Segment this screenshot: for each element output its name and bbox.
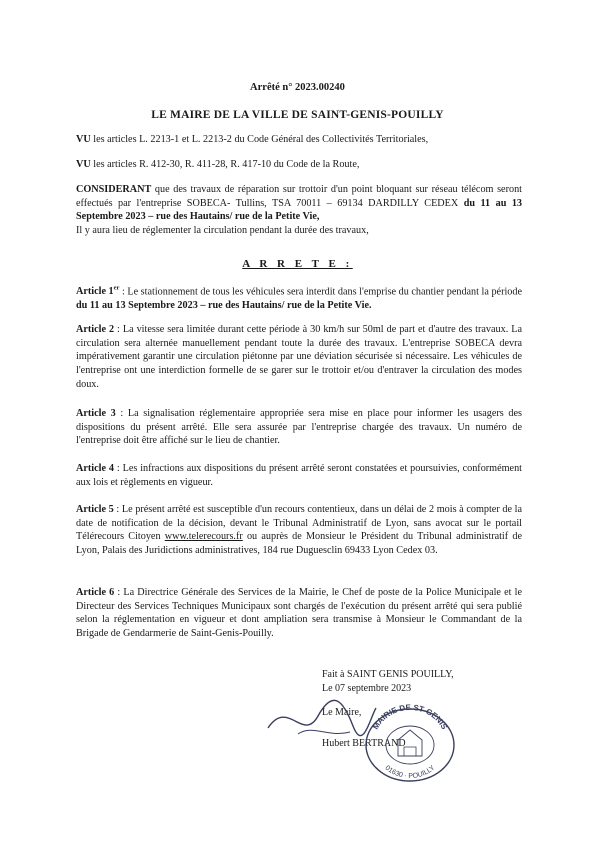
article-text: : Les infractions aux dispositions du présent arrêté seront constatées et poursuivies, conformément aux lois et règlements en vigueur.: [76, 463, 523, 488]
telerecours-link[interactable]: www.telerecours.fr: [164, 531, 243, 543]
article-sup: er: [113, 285, 120, 292]
vu-paragraph-2: [76, 158, 522, 172]
article-label: Article 6: [76, 587, 115, 598]
article-dates: du 11 au 13 Septembre 2023 – rue des Hautains/ rue de la Petite Vie.: [76, 300, 372, 312]
article-text: : Le stationnement de tous les véhicules sera interdit dans l'emprise du chantier pendant la période: [119, 286, 522, 298]
article-label: Article 4: [76, 463, 114, 474]
vu-label: VU: [76, 159, 91, 170]
article-text: : La Directrice Générale des Services de la Mairie, le Chef de poste de la Police Municipale et le Directeur des Services Techniques Municipaux sont chargés de l'exécution du présent arrêté qui sera publié selon la réglementation en vigueur et dont ampliation sera transmise à Monsieur le Commandant de la Brigade de Gendarmerie de Saint-Genis-Pouilly.: [76, 587, 522, 640]
considerant-paragraph: [76, 183, 522, 238]
considerant-conclusion: Il y aura lieu de réglementer la circulation pendant la durée des travaux,: [76, 225, 369, 237]
stamp-bottom-text: 01630 · POUILLY: [383, 764, 437, 781]
vu-text: les articles L. 2213-1 et L. 2213-2 du Code Général des Collectivités Territoriales,: [90, 134, 429, 145]
considerant-text: que des travaux de réparation sur trottoir d'un point bloquant sur réseau télécom seront effectués par l'entreprise SOBECA- Tullins, TSA 70011 – 69134 DARDILLY CEDEX: [76, 184, 522, 209]
stamp-top-text: MAIRIE DE ST GENIS: [371, 702, 450, 732]
article-text: : Le présent arrêté est susceptible d'un recours contentieux, dans un délai de 2 mois à compter de la date de notification de la décision, devant le Tribunal Administratif de Lyon, sans avocat sur le portail Télérecours Citoyen: [76, 504, 522, 543]
signature-date: Le 07 septembre 2023: [322, 683, 412, 694]
article-1: [76, 282, 522, 313]
article-text: : La vitesse sera limitée durant cette période à 30 km/h sur 50ml de part et d'autre des travaux. La circulation sera alternée manuellement pendant toute la durée des travaux. L'entreprise SOBECA devra impérativement garantir une circulation piétonne par une déviation sécurisée si nécessaire. Les véhicules de l'entreprise ont une interdiction formelle de se garer sur le trottoir et/ou d'entraver la circulation des modes doux.: [76, 324, 522, 390]
arrete-number: Arrêté n° 2023.00240: [250, 82, 345, 93]
article-label: Article 1er: [76, 285, 120, 298]
article-text-end: ou auprès de Monsieur le Président du Tribunal administratif de Lyon, Palais des Juridictions administratives, 184 rue Duguesclin 69433 Lyon Cedex 03.: [76, 531, 522, 557]
considerant-dates: du 11 au 13 Septembre 2023 – rue des Hautains/ rue de la Petite Vie,: [76, 197, 523, 223]
article-2: [76, 323, 522, 392]
article-label: Article 3: [76, 408, 116, 419]
signature-role: Le Maire,: [322, 707, 362, 718]
vu-paragraph-1: [76, 133, 522, 147]
article-label: Article 2: [76, 324, 115, 335]
vu-text: les articles R. 412-30, R. 411-28, R. 417-10 du Code de la Route,: [90, 159, 360, 170]
authority-title: LE MAIRE DE LA VILLE DE SAINT-GENIS-POUILLY: [151, 109, 444, 121]
article-5: [76, 503, 522, 558]
considerant-label: CONSIDERANT: [76, 184, 152, 195]
article-3: [76, 407, 522, 448]
article-4: [76, 462, 522, 489]
arrete-heading: A R R E T E :: [242, 258, 353, 270]
vu-label: VU: [76, 134, 91, 145]
town-hall-stamp: [360, 700, 460, 782]
article-text: : La signalisation réglementaire appropriée sera mise en place pour informer les usagers des dispositions du présent arrêté. Elle sera assurée par l'entreprise chargée des travaux. Un numéro de l'entreprise doit être affiché sur le lieu de chantier.: [76, 408, 523, 447]
svg-text:MAIRIE DE ST GENIS: [371, 703, 449, 732]
signature-place: Fait à SAINT GENIS POUILLY,: [322, 669, 454, 680]
signatory-name: Hubert BERTRAND: [322, 738, 406, 749]
article-label: Article 5: [76, 504, 114, 515]
article-6: [76, 586, 522, 641]
